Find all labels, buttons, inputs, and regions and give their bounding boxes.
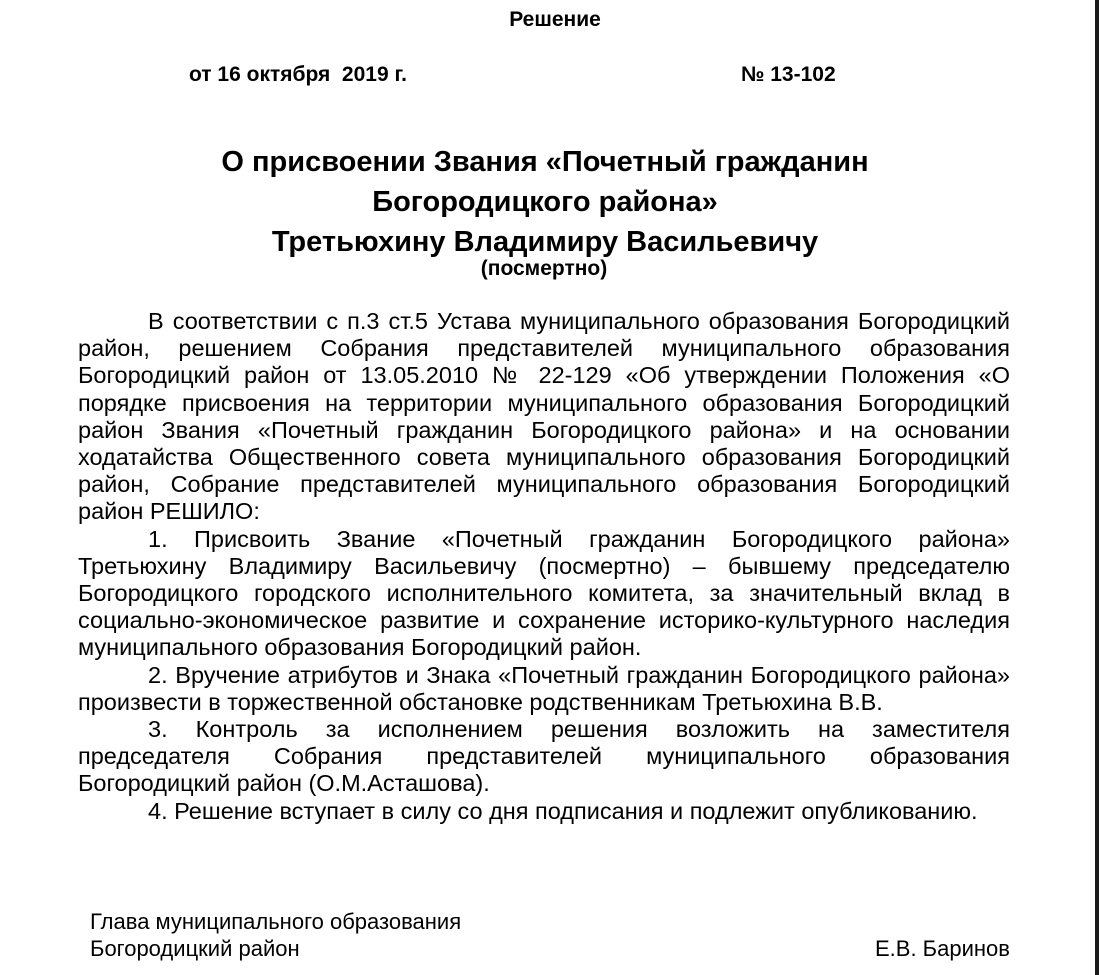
title-note-posthumous: (посмертно) — [480, 257, 608, 280]
document-title — [0, 142, 1090, 262]
document-body — [78, 308, 1010, 825]
title-line-3: Третьюхину Владимиру Васильевичу — [271, 226, 819, 258]
clause-2-paragraph: 2. Вручение атрибутов и Знака «Почетный гражданин Богородицкого района» произвести в торжественной обстановке родственникам Третьюхина В.В. — [78, 661, 1010, 715]
decision-number: № 13-102 — [741, 63, 836, 86]
page-edge-border — [1095, 0, 1099, 975]
signatory-position-line-1: Глава муниципального образования — [90, 909, 462, 934]
clause-3-paragraph: 3. Контроль за исполнением решения возложить на заместителя председателя Собрания представителей муниципального образования Богородицкий район (О.М.Асташова). — [78, 716, 1010, 797]
document-type-heading: Решение — [509, 8, 601, 31]
signatory-position-line-2: Богородицкий район — [90, 936, 300, 961]
title-line-1: О присвоении Звания «Почетный гражданин — [221, 146, 869, 178]
clause-1-paragraph: 1. Присвоить Звание «Почетный гражданин Богородицкого района» Третьюхину Владимиру Васильевичу (посмертно) – бывшему председателю Богородицкого городского исполнительного комитета, за значительный вклад в социально-экономическое развитие и сохранение историко-культурного наследия муниципального образования Богородицкий район. — [78, 525, 1010, 661]
title-line-2: Богородицкого района» — [372, 186, 718, 218]
decision-date: от 16 октября 2019 г. — [189, 63, 407, 86]
signatory-name: Е.В. Баринов — [875, 936, 1010, 961]
clause-4-paragraph: 4. Решение вступает в силу со дня подписания и подлежит опубликованию. — [148, 797, 978, 824]
signatory-position — [90, 908, 461, 962]
preamble-paragraph: В соответствии с п.3 ст.5 Устава муниципального образования Богородицкий район, решением Собрания представителей муниципального образования Богородицкий район от 13.05.2010 № 22-129 «Об утверждении Положения «О порядке присвоения на территории муниципального образования Богородицкий район Звания «Почетный гражданин Богородицкого района» и на основании ходатайства Общественного совета муниципального образования Богородицкий район, Собрание представителей муниципального образования Богородицкий район РЕШИЛО: — [78, 308, 1010, 525]
